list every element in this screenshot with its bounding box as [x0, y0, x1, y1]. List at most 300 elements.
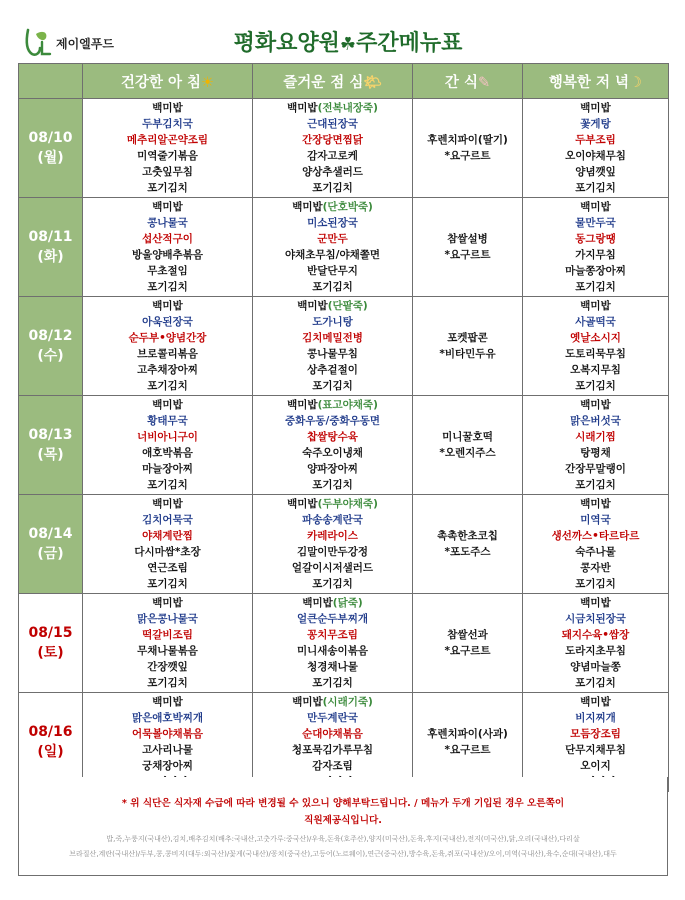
porridge-option: (표고야채죽)	[317, 399, 378, 411]
menu-item-text: 미역국	[580, 514, 611, 526]
menu-item	[525, 247, 666, 263]
menu-item-text: 미역줄기볶음	[137, 150, 198, 162]
menu-item-text: 미니새송이볶음	[296, 645, 368, 657]
title-subtitle: 주간메뉴표	[356, 31, 463, 56]
weekly-menu-table	[18, 63, 669, 792]
porridge-option: (닭죽)	[332, 597, 363, 609]
origin-line-2: 브라질산,계란(국내산)/두부,콩,콩비지(대두:외국산)/꽃게(국내산)/꽁치(중국산),고등어(노르웨이),연근(중국산),방수육,돈육,쥐포(국내산)/오이,미역(국내산),육수,순대(국내산),대두	[69, 850, 617, 858]
day-row	[19, 396, 669, 495]
menu-item-text: 후렌치파이(사과)	[427, 728, 508, 740]
menu-item-text: 포기김치	[575, 578, 616, 590]
menu-item	[525, 576, 666, 592]
menu-item	[525, 231, 666, 247]
menu-item	[85, 544, 250, 560]
menu-item	[525, 758, 666, 774]
notice-line-1: * 위 식단은 식자재 수급에 따라 변경될 수 있으니 양해부탁드립니다. / 메뉴가 두개 기입된 경우 오른쪽이	[121, 798, 565, 809]
menu-item	[255, 346, 410, 362]
menu-item-text: *요구르트	[444, 744, 491, 756]
menu-item	[255, 659, 410, 675]
menu-item	[85, 445, 250, 461]
day-date: 08/11	[28, 229, 73, 245]
menu-item	[85, 116, 250, 132]
menu-item	[85, 742, 250, 758]
menu-item	[85, 477, 250, 493]
menu-item	[525, 560, 666, 576]
breakfast-cell	[83, 594, 253, 693]
menu-item-text: 포기김치	[312, 281, 353, 293]
menu-item	[525, 199, 666, 215]
menu-item-text: 포기김치	[312, 479, 353, 491]
menu-item-text: 양파장아찌	[307, 463, 358, 475]
menu-item-text: 김말이만두강정	[296, 546, 368, 558]
lunch-cell	[253, 594, 413, 693]
day-weekday: (금)	[37, 546, 64, 562]
menu-item-text: 고사리나물	[142, 744, 193, 756]
menu-item-text: 파송송계란국	[302, 514, 363, 526]
menu-item-text: 중화우동/중화우동면	[284, 415, 381, 427]
menu-item-text: 포기김치	[575, 182, 616, 194]
menu-item-text: 순두부•양념간장	[128, 332, 207, 344]
menu-item	[525, 611, 666, 627]
day-weekday: (월)	[37, 150, 64, 166]
leaf-icon: ☘	[339, 34, 357, 55]
menu-item	[85, 710, 250, 726]
menu-item	[525, 627, 666, 643]
menu-item	[85, 100, 250, 116]
menu-item	[255, 279, 410, 295]
menu-item	[525, 461, 666, 477]
menu-item	[255, 116, 410, 132]
menu-item-text: 백미밥	[292, 201, 323, 213]
menu-item-text: 도라지초무침	[565, 645, 626, 657]
menu-item	[525, 742, 666, 758]
menu-item	[85, 298, 250, 314]
menu-item	[85, 512, 250, 528]
porridge-option: (단호박죽)	[322, 201, 373, 213]
menu-item	[525, 314, 666, 330]
menu-item	[85, 496, 250, 512]
menu-item-text: 참쌀설병	[447, 233, 488, 245]
menu-item-text: 섭산적구이	[142, 233, 193, 245]
menu-item	[255, 164, 410, 180]
menu-item	[255, 710, 410, 726]
menu-item-text: 도가니탕	[312, 316, 353, 328]
menu-item-text: 백미밥	[297, 300, 328, 312]
menu-item	[85, 247, 250, 263]
menu-item-text: 감자고로케	[307, 150, 358, 162]
menu-body	[19, 99, 669, 792]
day-date-cell	[19, 396, 83, 495]
menu-item-text: 백미밥	[152, 102, 183, 114]
origin-info	[19, 832, 667, 862]
breakfast-cell	[83, 297, 253, 396]
menu-item	[525, 512, 666, 528]
menu-item	[415, 445, 520, 461]
menu-item-text: 방울양배추볶음	[131, 249, 203, 261]
menu-item-text: 어묵볼야채볶음	[131, 728, 203, 740]
menu-item	[255, 413, 410, 429]
menu-item	[85, 528, 250, 544]
dinner-cell	[523, 495, 669, 594]
menu-item-text: 백미밥	[287, 399, 318, 411]
menu-item	[525, 496, 666, 512]
menu-item-text: 모듬장조림	[570, 728, 621, 740]
candy-icon: ✎	[477, 74, 491, 91]
menu-item-text: 카레라이스	[307, 530, 358, 542]
menu-item-text: 백미밥	[580, 696, 611, 708]
menu-item	[525, 100, 666, 116]
dinner-cell	[523, 396, 669, 495]
menu-item-text: 얼갈이시저샐러드	[291, 562, 374, 574]
breakfast-cell	[83, 396, 253, 495]
menu-item-text: 단무지채무침	[565, 744, 626, 756]
menu-item-text: 백미밥	[302, 597, 333, 609]
menu-item-text: 탕평채	[580, 447, 611, 459]
day-date-cell	[19, 495, 83, 594]
menu-item-text: 간장무말랭이	[565, 463, 626, 475]
menu-item-text: *비타민두유	[439, 348, 496, 360]
menu-item	[525, 298, 666, 314]
menu-item-text: 찹쌀탕수육	[307, 431, 358, 443]
menu-item-text: 포기김치	[575, 677, 616, 689]
menu-item-text: 포기김치	[147, 677, 188, 689]
menu-item-text: 양념깻잎	[575, 166, 616, 178]
menu-item-text: 맑은콩나물국	[137, 613, 198, 625]
menu-item	[415, 544, 520, 560]
menu-item-text: 생선까스•타르타르	[551, 530, 640, 542]
menu-item	[525, 215, 666, 231]
menu-item-text: 무초절임	[147, 265, 188, 277]
menu-item	[255, 528, 410, 544]
menu-item-text: 콩나물국	[147, 217, 188, 229]
menu-item	[415, 528, 520, 544]
day-row	[19, 594, 669, 693]
menu-item	[85, 164, 250, 180]
lunch-cell	[253, 99, 413, 198]
menu-item	[415, 627, 520, 643]
menu-item-text: 메추리알곤약조림	[126, 134, 209, 146]
menu-item	[255, 247, 410, 263]
menu-item	[525, 279, 666, 295]
menu-item	[255, 694, 410, 710]
menu-item	[525, 477, 666, 493]
menu-item-text: 옛날소시지	[570, 332, 621, 344]
day-row	[19, 297, 669, 396]
menu-item	[255, 726, 410, 742]
title-text: 평화요양원	[233, 31, 340, 56]
menu-item	[85, 132, 250, 148]
lunch-cell	[253, 297, 413, 396]
day-date-cell	[19, 594, 83, 693]
day-date: 08/14	[28, 526, 73, 542]
menu-item	[85, 263, 250, 279]
menu-item	[85, 627, 250, 643]
menu-item	[525, 445, 666, 461]
menu-item	[415, 132, 520, 148]
menu-item	[525, 429, 666, 445]
menu-item	[415, 643, 520, 659]
menu-item-text: 백미밥	[152, 201, 183, 213]
menu-item-text: 포기김치	[147, 479, 188, 491]
menu-item-text: 백미밥	[580, 399, 611, 411]
breakfast-cell	[83, 99, 253, 198]
menu-item	[255, 445, 410, 461]
menu-item	[255, 180, 410, 196]
menu-item	[525, 726, 666, 742]
menu-item	[255, 148, 410, 164]
menu-item	[85, 595, 250, 611]
menu-item-text: 반달단무지	[307, 265, 358, 277]
menu-item-text: 백미밥	[287, 498, 318, 510]
menu-item	[255, 560, 410, 576]
menu-item	[255, 314, 410, 330]
snack-cell	[413, 198, 523, 297]
menu-item	[85, 675, 250, 691]
menu-item	[525, 659, 666, 675]
menu-item	[85, 429, 250, 445]
snack-cell	[413, 99, 523, 198]
menu-item-text: 연근조림	[147, 562, 188, 574]
menu-item	[525, 180, 666, 196]
menu-item-text: 백미밥	[152, 498, 183, 510]
menu-item	[85, 378, 250, 394]
menu-item-text: 감자조림	[312, 760, 353, 772]
menu-item-text: 백미밥	[152, 696, 183, 708]
menu-item-text: 순대야채볶음	[302, 728, 363, 740]
menu-item-text: 촉촉한초코칩	[437, 530, 498, 542]
menu-item	[255, 231, 410, 247]
menu-item	[85, 726, 250, 742]
lunch-cell	[253, 396, 413, 495]
menu-item-text: 포기김치	[147, 281, 188, 293]
menu-item-text: 미니꿀호떡	[442, 431, 493, 443]
menu-item-text: 만두계란국	[307, 712, 358, 724]
menu-item	[525, 397, 666, 413]
snack-cell	[413, 594, 523, 693]
menu-item-text: 청포묵김가루무침	[291, 744, 374, 756]
menu-item	[255, 675, 410, 691]
menu-item-text: 오이지	[580, 760, 611, 772]
day-weekday: (목)	[37, 447, 64, 463]
snack-cell	[413, 495, 523, 594]
day-row	[19, 99, 669, 198]
menu-item	[415, 148, 520, 164]
menu-item-text: 포기김치	[147, 182, 188, 194]
menu-item-text: 포기김치	[312, 578, 353, 590]
menu-item-text: 백미밥	[580, 201, 611, 213]
menu-item-text: 백미밥	[580, 102, 611, 114]
menu-item	[85, 215, 250, 231]
menu-item	[525, 643, 666, 659]
menu-item	[415, 231, 520, 247]
notice-box	[18, 777, 668, 876]
menu-item-text: 포기김치	[147, 380, 188, 392]
snack-cell	[413, 297, 523, 396]
menu-item-text: 너비아니구이	[137, 431, 198, 443]
menu-item-text: 두부김치국	[142, 118, 193, 130]
moon-icon: ☽	[629, 74, 643, 91]
menu-item	[85, 694, 250, 710]
menu-item	[255, 397, 410, 413]
menu-item-text: 오이야채무침	[565, 150, 626, 162]
menu-item-text: 시금치된장국	[565, 613, 626, 625]
menu-item	[85, 279, 250, 295]
menu-item-text: 시래기찜	[575, 431, 616, 443]
day-date: 08/12	[28, 328, 73, 344]
page-header	[18, 22, 668, 62]
menu-item-text: *포도주스	[444, 546, 491, 558]
menu-item	[525, 595, 666, 611]
menu-item	[255, 215, 410, 231]
menu-item	[255, 461, 410, 477]
menu-item-text: 떡갈비조림	[142, 629, 193, 641]
menu-item	[85, 461, 250, 477]
day-weekday: (수)	[37, 348, 64, 364]
menu-item	[85, 611, 250, 627]
menu-item-text: 동그랑땡	[575, 233, 616, 245]
menu-item	[525, 330, 666, 346]
porridge-option: (단팥죽)	[327, 300, 368, 312]
menu-item	[85, 576, 250, 592]
menu-item-text: 무채나물볶음	[137, 645, 198, 657]
menu-item-text: 김치어묵국	[142, 514, 193, 526]
menu-item-text: 백미밥	[152, 597, 183, 609]
dinner-cell	[523, 594, 669, 693]
menu-item-text: 야채계란찜	[142, 530, 193, 542]
menu-item	[255, 263, 410, 279]
menu-item-text: 양상추샐러드	[302, 166, 363, 178]
menu-item-text: 꽃게탕	[580, 118, 611, 130]
menu-item	[85, 659, 250, 675]
menu-item-text: 맑은애호박찌개	[131, 712, 203, 724]
menu-item-text: 아욱된장국	[142, 316, 193, 328]
menu-item-text: 간장깻잎	[147, 661, 188, 673]
brand-logo	[22, 26, 142, 58]
menu-item	[85, 560, 250, 576]
menu-item-text: 다시마쌈*초장	[134, 546, 201, 558]
menu-item	[255, 378, 410, 394]
menu-item-text: 비지찌개	[575, 712, 616, 724]
porridge-option: (두부야채죽)	[317, 498, 378, 510]
menu-item	[525, 164, 666, 180]
menu-item	[415, 429, 520, 445]
day-date-cell	[19, 198, 83, 297]
menu-item	[415, 726, 520, 742]
menu-item-text: 애호박볶음	[142, 447, 193, 459]
menu-item	[525, 675, 666, 691]
menu-item-text: 백미밥	[152, 300, 183, 312]
cloud-sun-icon: 🌤	[363, 74, 382, 91]
brand-name: 제이엘푸드	[56, 37, 114, 51]
menu-item-text: 백미밥	[580, 300, 611, 312]
menu-item	[525, 148, 666, 164]
notice-line-2: 직원제공식입니다.	[304, 815, 382, 826]
menu-item	[525, 116, 666, 132]
menu-item-text: *오렌지주스	[439, 447, 496, 459]
menu-item	[85, 314, 250, 330]
menu-item-text: 포기김치	[575, 380, 616, 392]
menu-item	[85, 231, 250, 247]
day-date: 08/13	[28, 427, 73, 443]
menu-item-text: 고추채장아찌	[137, 364, 198, 376]
header-row	[19, 64, 669, 99]
menu-item-text: 포기김치	[312, 677, 353, 689]
menu-item-text: *요구르트	[444, 645, 491, 657]
dinner-cell	[523, 99, 669, 198]
day-date: 08/15	[28, 625, 73, 641]
day-row	[19, 495, 669, 594]
menu-item-text: 포기김치	[575, 281, 616, 293]
menu-item-text: 가지무침	[575, 249, 616, 261]
menu-item	[255, 544, 410, 560]
menu-item-text: 청경채나물	[307, 661, 358, 673]
jl-logo-icon	[22, 26, 52, 58]
menu-item	[255, 742, 410, 758]
menu-item	[255, 595, 410, 611]
menu-item-text: 근대된장국	[307, 118, 358, 130]
menu-item-text: 물만두국	[575, 217, 616, 229]
menu-item-text: 오복지무침	[570, 364, 621, 376]
menu-item-text: 포기김치	[575, 479, 616, 491]
breakfast-cell	[83, 198, 253, 297]
menu-item-text: 숙주오이냉채	[302, 447, 363, 459]
menu-item	[255, 330, 410, 346]
menu-item-text: 콩자반	[580, 562, 611, 574]
menu-item	[255, 362, 410, 378]
menu-item	[85, 346, 250, 362]
header-snack: 간 식✎	[413, 64, 523, 99]
snack-cell	[413, 396, 523, 495]
sun-icon: ☀	[201, 74, 215, 91]
breakfast-cell	[83, 495, 253, 594]
menu-item	[415, 346, 520, 362]
menu-item	[255, 298, 410, 314]
menu-item-text: 얼큰순두부찌개	[296, 613, 368, 625]
menu-item-text: 꽁치무조림	[307, 629, 358, 641]
menu-item	[525, 710, 666, 726]
menu-item	[255, 576, 410, 592]
menu-item-text: 맑은버섯국	[570, 415, 621, 427]
menu-item-text: 참쌀선과	[447, 629, 488, 641]
day-weekday: (토)	[37, 645, 64, 661]
menu-item	[85, 330, 250, 346]
menu-item-text: 군만두	[317, 233, 348, 245]
day-date: 08/10	[28, 130, 73, 146]
menu-item-text: 브로콜리볶음	[137, 348, 198, 360]
menu-item	[525, 413, 666, 429]
menu-item-text: 백미밥	[287, 102, 318, 114]
origin-line-1: 밥,죽,누룽지(국내산),김치,배추김치(배추:국내산,고춧가루:중국산)/우육,돈육(호주산),양지(미국산),돈육,후지(국내산),전지(미국산),닭,오리(국내산),다리살	[106, 835, 580, 843]
menu-item	[525, 263, 666, 279]
lunch-cell	[253, 198, 413, 297]
day-date: 08/16	[28, 724, 73, 740]
menu-item-text: 백미밥	[152, 399, 183, 411]
menu-item-text: 후렌치파이(딸기)	[427, 134, 508, 146]
menu-item-text: 백미밥	[292, 696, 323, 708]
menu-item-text: 야채초무침/야채쫄면	[284, 249, 381, 261]
menu-item	[415, 742, 520, 758]
menu-item	[525, 362, 666, 378]
header-breakfast: 건강한 아 침☀	[83, 64, 253, 99]
day-date-cell	[19, 297, 83, 396]
menu-item-text: 백미밥	[580, 498, 611, 510]
page-title	[178, 26, 518, 57]
menu-item-text: 도토리묵무침	[565, 348, 626, 360]
menu-item-text: 두부조림	[575, 134, 616, 146]
menu-item	[525, 528, 666, 544]
menu-item-text: *요구르트	[444, 249, 491, 261]
dinner-cell	[523, 198, 669, 297]
